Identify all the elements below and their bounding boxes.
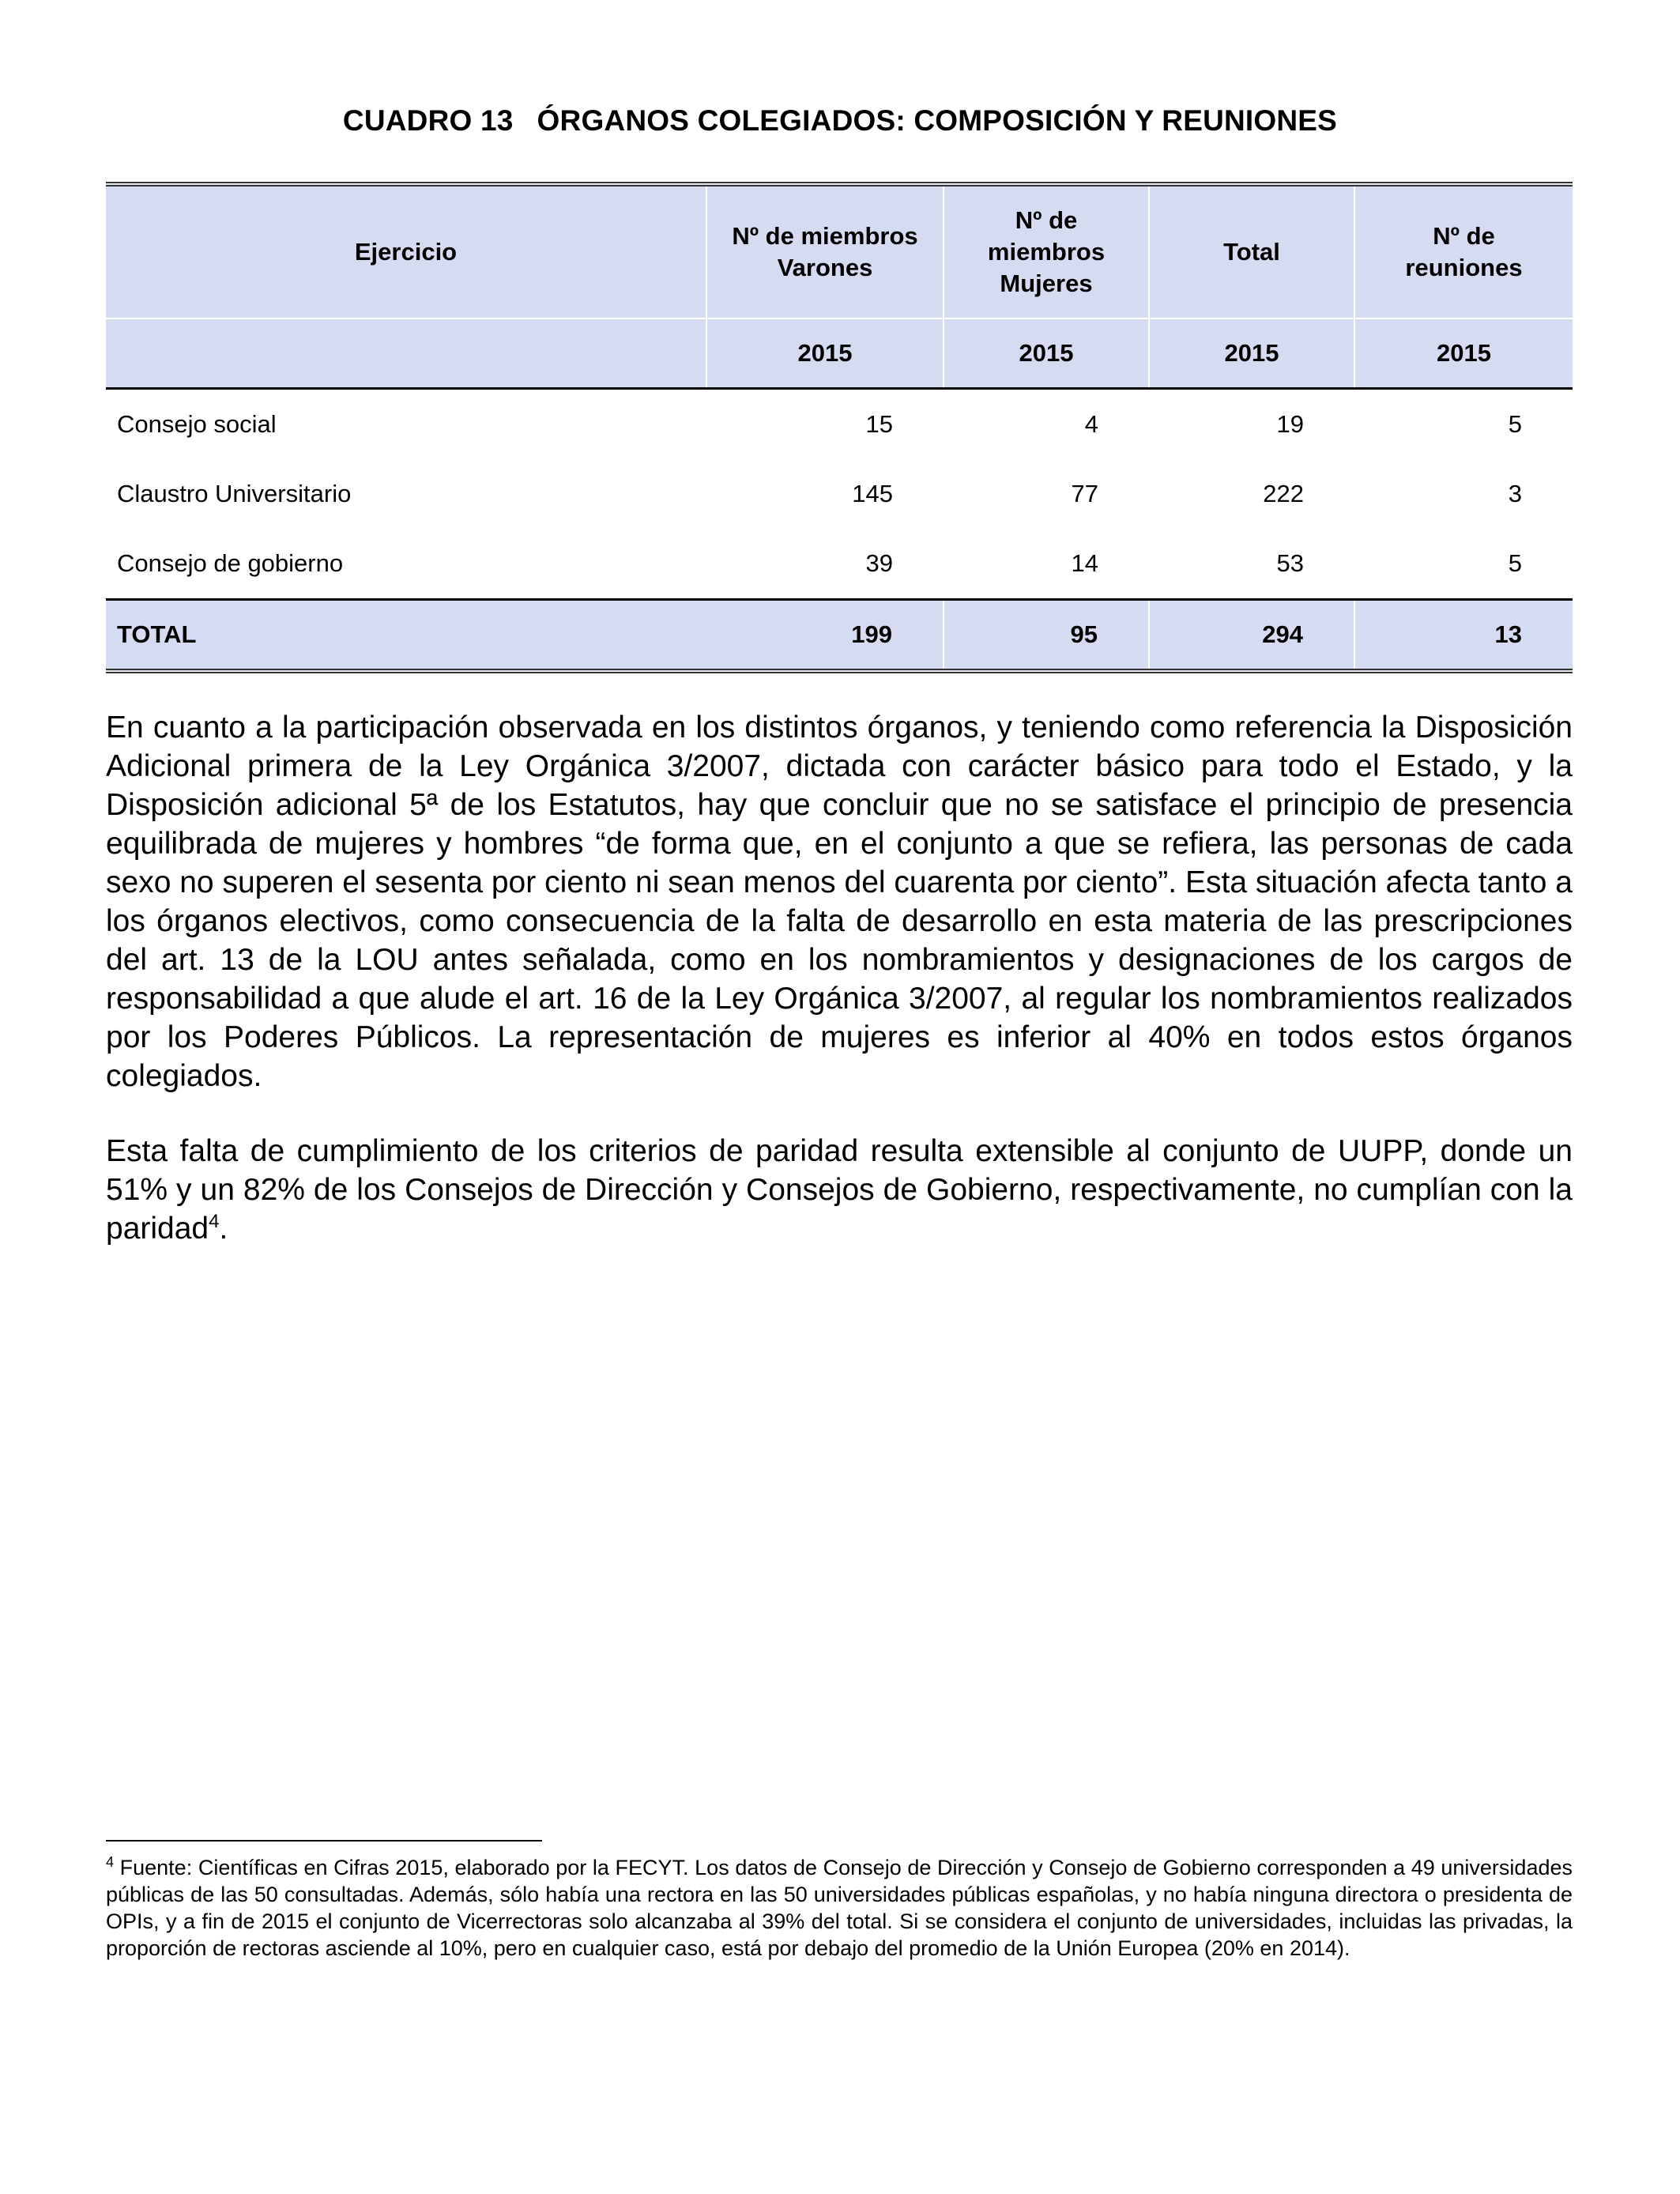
row-label: Consejo de gobierno xyxy=(117,549,344,577)
cell-reuniones: 3 xyxy=(1508,480,1522,507)
cell-mujeres: 77 xyxy=(1071,480,1098,507)
body-paragraph: En cuanto a la participación observada en los distintos órganos, y teniendo como referencia la Disposición Adicional primera de la Ley Orgánica 3/2007, dictada con carácter básico para todo el Estado, y la Disposición adicional 5ª de los Estatutos, hay que concluir que no se satisface el principio de presencia equilibrada de mujeres y hombres “de forma que, en el conjunto a que se refiera, las personas de cada sexo no superen el sesenta por ciento ni sean menos del cuarenta por ciento”. Esta situación afecta tanto a los órganos electivos, como consecuencia de la falta de desarrollo en esta materia de las prescripciones del art. 13 de la LOU antes señalada, como en los nombramientos y designaciones de los cargos de responsabilidad a que alude el art. 16 de la Ley Orgánica 3/2007, al regular los nombramientos realizados por los Poderes Públicos. La representación de mujeres es inferior al 40% en todos estos órganos colegiados. xyxy=(106,711,1573,1093)
organos-table xyxy=(106,182,1573,673)
cell-varones: 39 xyxy=(865,549,893,577)
total-varones: 199 xyxy=(706,600,944,672)
year-cell: 2015 xyxy=(944,319,1149,389)
body-paragraph xyxy=(106,1132,1573,1248)
footnote xyxy=(106,1854,1573,1962)
row-label: Claustro Universitario xyxy=(117,480,352,507)
cell-mujeres: 14 xyxy=(1071,549,1098,577)
footnote-marker: 4 xyxy=(106,1854,115,1870)
footnote-separator xyxy=(106,1840,542,1842)
body-paragraph-text: Esta falta de cumplimiento de los criterios de paridad resulta extensible al conjunto de UUPP, donde un 51% y un 82% de los Consejos de Dirección y Consejos de Gobierno, respectivamente, no cumplían con la paridad xyxy=(106,1134,1573,1246)
footnote-reference: 4 xyxy=(209,1211,220,1232)
table-row xyxy=(106,529,1573,600)
cell-varones: 15 xyxy=(865,410,893,438)
year-cell: 2015 xyxy=(706,319,944,389)
cell-reuniones: 5 xyxy=(1508,410,1522,438)
header-reuniones xyxy=(1354,184,1573,319)
table-row xyxy=(106,459,1573,529)
row-label: Consejo social xyxy=(117,410,277,438)
total-mujeres: 95 xyxy=(944,600,1149,672)
header-reuniones-line1: Nº de xyxy=(1433,221,1495,250)
table-header-row xyxy=(106,184,1573,319)
header-mujeres xyxy=(944,184,1149,319)
cell-reuniones: 5 xyxy=(1508,549,1522,577)
table-year-row xyxy=(106,319,1573,389)
cell-mujeres: 4 xyxy=(1084,410,1098,438)
header-mujeres-line2: miembros xyxy=(987,237,1106,266)
header-total: Total xyxy=(1149,184,1354,319)
table-title-text: ÓRGANOS COLEGIADOS: COMPOSICIÓN Y REUNIONES xyxy=(537,104,1338,137)
table-total-row xyxy=(106,600,1573,672)
table-number: CUADRO 13 xyxy=(342,104,514,137)
header-reuniones-line2: reuniones xyxy=(1405,254,1523,281)
cell-total: 222 xyxy=(1263,480,1304,507)
year-empty-cell xyxy=(106,319,706,389)
body-paragraph-end: . xyxy=(219,1212,228,1246)
total-total: 294 xyxy=(1149,600,1354,672)
table-title xyxy=(0,104,1680,138)
header-varones: Nº de miembros Varones xyxy=(706,184,944,319)
year-cell: 2015 xyxy=(1149,319,1354,389)
header-ejercicio: Ejercicio xyxy=(106,184,706,319)
header-mujeres-line3: Mujeres xyxy=(1000,270,1093,298)
total-reuniones: 13 xyxy=(1354,600,1573,672)
footnote-text: Fuente: Científicas en Cifras 2015, elaborado por la FECYT. Los datos de Consejo de Dirección y Consejo de Gobierno corresponden a 49 universidades públicas de las 50 consultadas. Además, sólo había una rectora en las 50 universidades públicas españolas, y no había ninguna directora o presidenta de OPIs, y a fin de 2015 el conjunto de Vicerrectoras solo alcanzaba al 39% del total. Si se considera el conjunto de universidades, incluidas las privadas, la proporción de rectoras asciende al 10%, pero en cualquier caso, está por debajo del promedio de la Unión Europea (20% en 2014). xyxy=(106,1856,1573,1960)
total-label: TOTAL xyxy=(106,600,706,672)
cell-total: 53 xyxy=(1276,549,1304,577)
cell-total: 19 xyxy=(1276,410,1304,438)
table-row xyxy=(106,389,1573,460)
year-cell: 2015 xyxy=(1354,319,1573,389)
cell-varones: 145 xyxy=(852,480,893,507)
header-mujeres-line1: Nº de xyxy=(1015,205,1078,234)
